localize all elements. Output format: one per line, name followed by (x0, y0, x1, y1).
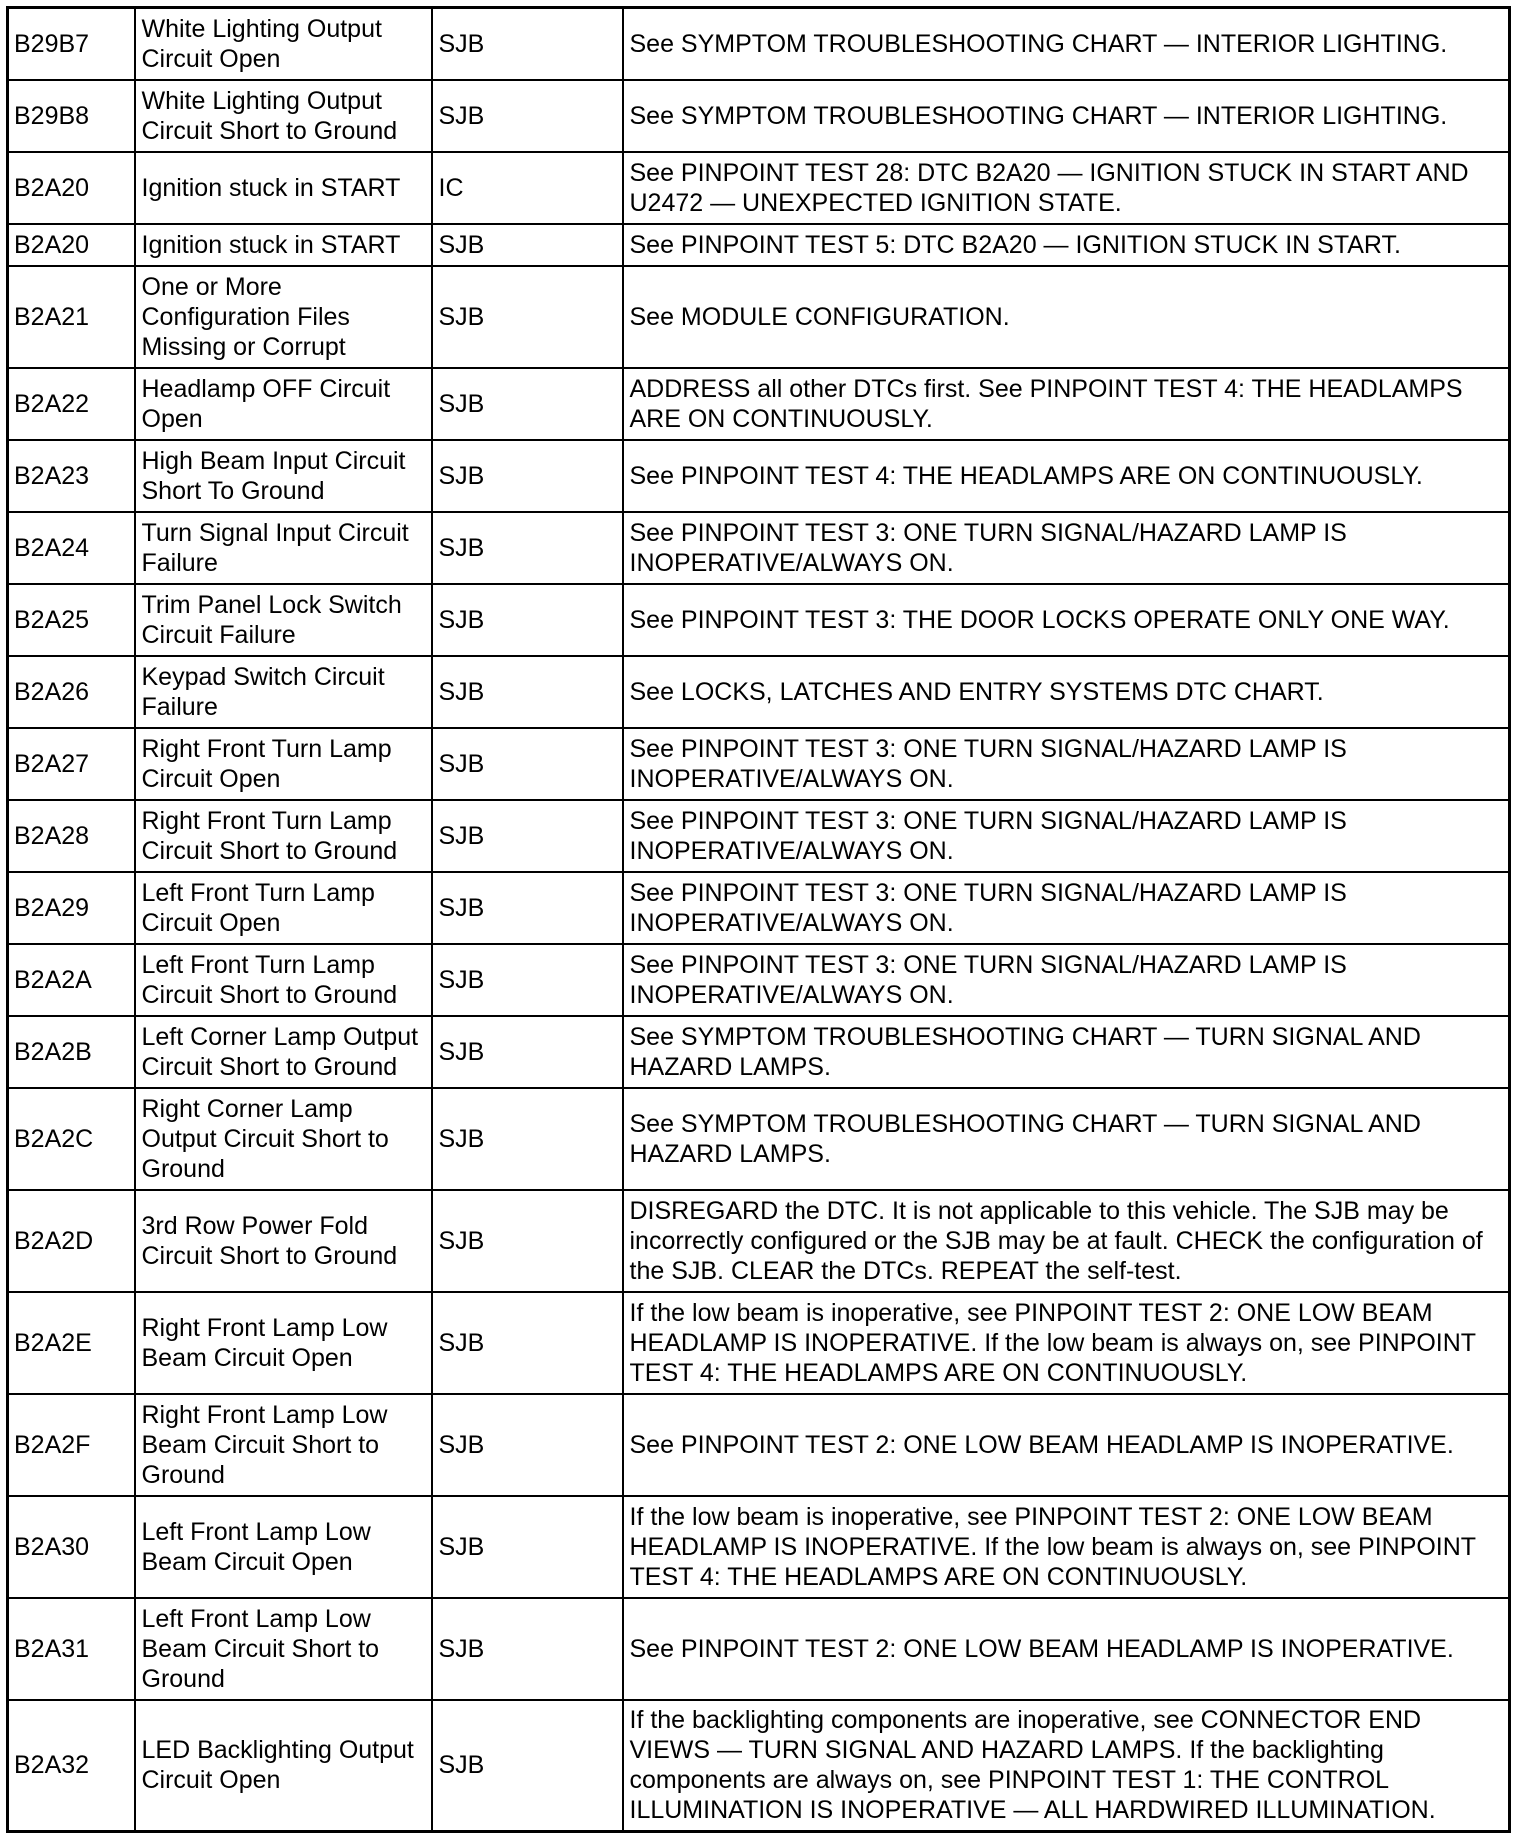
dtc-module-cell: SJB (432, 800, 623, 872)
table-row (8, 1016, 1510, 1088)
table-row (8, 1088, 1510, 1190)
dtc-code-cell: B2A24 (8, 512, 135, 584)
dtc-description-cell: Headlamp OFF Circuit Open (135, 368, 432, 440)
table-row (8, 656, 1510, 728)
dtc-code-cell: B2A22 (8, 368, 135, 440)
dtc-description-cell: Right Front Lamp Low Beam Circuit Open (135, 1292, 432, 1394)
dtc-action-cell: See SYMPTOM TROUBLESHOOTING CHART — INTERIOR LIGHTING. (623, 8, 1510, 80)
dtc-action-cell: See SYMPTOM TROUBLESHOOTING CHART — INTERIOR LIGHTING. (623, 80, 1510, 152)
dtc-module-cell: SJB (432, 368, 623, 440)
table-row (8, 368, 1510, 440)
dtc-action-cell: See PINPOINT TEST 3: ONE TURN SIGNAL/HAZARD LAMP IS INOPERATIVE/ALWAYS ON. (623, 800, 1510, 872)
dtc-code-cell: B2A20 (8, 152, 135, 224)
table-row (8, 728, 1510, 800)
dtc-action-cell: See PINPOINT TEST 3: THE DOOR LOCKS OPERATE ONLY ONE WAY. (623, 584, 1510, 656)
dtc-module-cell: SJB (432, 1496, 623, 1598)
dtc-action-cell: See PINPOINT TEST 2: ONE LOW BEAM HEADLAMP IS INOPERATIVE. (623, 1394, 1510, 1496)
dtc-module-cell: SJB (432, 266, 623, 368)
dtc-description-cell: Ignition stuck in START (135, 224, 432, 266)
dtc-module-cell: SJB (432, 224, 623, 266)
dtc-description-cell: Left Front Turn Lamp Circuit Open (135, 872, 432, 944)
dtc-description-cell: Left Front Lamp Low Beam Circuit Short to Ground (135, 1598, 432, 1700)
dtc-description-cell: Trim Panel Lock Switch Circuit Failure (135, 584, 432, 656)
dtc-code-cell: B2A2B (8, 1016, 135, 1088)
dtc-code-cell: B2A30 (8, 1496, 135, 1598)
dtc-code-cell: B2A29 (8, 872, 135, 944)
dtc-description-cell: Keypad Switch Circuit Failure (135, 656, 432, 728)
table-row (8, 1394, 1510, 1496)
dtc-module-cell: SJB (432, 944, 623, 1016)
dtc-action-cell: See PINPOINT TEST 3: ONE TURN SIGNAL/HAZARD LAMP IS INOPERATIVE/ALWAYS ON. (623, 944, 1510, 1016)
dtc-action-cell: See PINPOINT TEST 4: THE HEADLAMPS ARE ON CONTINUOUSLY. (623, 440, 1510, 512)
dtc-module-cell: SJB (432, 1190, 623, 1292)
dtc-module-cell: SJB (432, 8, 623, 80)
dtc-code-cell: B2A25 (8, 584, 135, 656)
dtc-description-cell: 3rd Row Power Fold Circuit Short to Ground (135, 1190, 432, 1292)
dtc-description-cell: Left Corner Lamp Output Circuit Short to Ground (135, 1016, 432, 1088)
dtc-description-cell: Left Front Turn Lamp Circuit Short to Ground (135, 944, 432, 1016)
dtc-action-cell: See PINPOINT TEST 28: DTC B2A20 — IGNITION STUCK IN START AND U2472 — UNEXPECTED IGNITION STATE. (623, 152, 1510, 224)
table-row (8, 224, 1510, 266)
dtc-description-cell: Left Front Lamp Low Beam Circuit Open (135, 1496, 432, 1598)
dtc-description-cell: LED Backlighting Output Circuit Open (135, 1700, 432, 1832)
dtc-module-cell: SJB (432, 1394, 623, 1496)
dtc-module-cell: SJB (432, 1292, 623, 1394)
dtc-action-cell: See LOCKS, LATCHES AND ENTRY SYSTEMS DTC CHART. (623, 656, 1510, 728)
table-row (8, 266, 1510, 368)
dtc-code-cell: B2A2C (8, 1088, 135, 1190)
dtc-action-cell: See PINPOINT TEST 3: ONE TURN SIGNAL/HAZARD LAMP IS INOPERATIVE/ALWAYS ON. (623, 512, 1510, 584)
dtc-action-cell: See PINPOINT TEST 3: ONE TURN SIGNAL/HAZARD LAMP IS INOPERATIVE/ALWAYS ON. (623, 872, 1510, 944)
dtc-action-cell: See PINPOINT TEST 2: ONE LOW BEAM HEADLAMP IS INOPERATIVE. (623, 1598, 1510, 1700)
dtc-code-cell: B2A20 (8, 224, 135, 266)
dtc-module-cell: SJB (432, 584, 623, 656)
table-row (8, 1190, 1510, 1292)
dtc-table (6, 6, 1511, 1833)
dtc-module-cell: IC (432, 152, 623, 224)
dtc-module-cell: SJB (432, 1016, 623, 1088)
dtc-action-cell: See SYMPTOM TROUBLESHOOTING CHART — TURN SIGNAL AND HAZARD LAMPS. (623, 1088, 1510, 1190)
dtc-description-cell: Right Front Turn Lamp Circuit Open (135, 728, 432, 800)
table-row (8, 800, 1510, 872)
dtc-description-cell: Right Front Lamp Low Beam Circuit Short to Ground (135, 1394, 432, 1496)
dtc-code-cell: B2A23 (8, 440, 135, 512)
table-row (8, 1700, 1510, 1832)
table-row (8, 944, 1510, 1016)
dtc-code-cell: B2A2D (8, 1190, 135, 1292)
dtc-description-cell: Right Front Turn Lamp Circuit Short to Ground (135, 800, 432, 872)
dtc-description-cell: Turn Signal Input Circuit Failure (135, 512, 432, 584)
table-row (8, 512, 1510, 584)
dtc-description-cell: White Lighting Output Circuit Short to Ground (135, 80, 432, 152)
dtc-module-cell: SJB (432, 1598, 623, 1700)
dtc-action-cell: If the backlighting components are inoperative, see CONNECTOR END VIEWS — TURN SIGNAL AND HAZARD LAMPS. If the backlighting components are always on, see PINPOINT TEST 1: THE CONTROL ILLUMINATION IS INOPERATIVE — ALL HARDWIRED ILLUMINATION. (623, 1700, 1510, 1832)
dtc-action-cell: If the low beam is inoperative, see PINPOINT TEST 2: ONE LOW BEAM HEADLAMP IS INOPERATIVE. If the low beam is always on, see PINPOINT TEST 4: THE HEADLAMPS ARE ON CONTINUOUSLY. (623, 1496, 1510, 1598)
table-row (8, 584, 1510, 656)
dtc-code-cell: B2A21 (8, 266, 135, 368)
dtc-action-cell: See MODULE CONFIGURATION. (623, 266, 1510, 368)
dtc-description-cell: Right Corner Lamp Output Circuit Short to Ground (135, 1088, 432, 1190)
dtc-module-cell: SJB (432, 728, 623, 800)
dtc-action-cell: DISREGARD the DTC. It is not applicable to this vehicle. The SJB may be incorrectly configured or the SJB may be at fault. CHECK the configuration of the SJB. CLEAR the DTCs. REPEAT the self-test. (623, 1190, 1510, 1292)
dtc-code-cell: B2A2E (8, 1292, 135, 1394)
dtc-module-cell: SJB (432, 440, 623, 512)
dtc-code-cell: B2A26 (8, 656, 135, 728)
dtc-action-cell: If the low beam is inoperative, see PINPOINT TEST 2: ONE LOW BEAM HEADLAMP IS INOPERATIVE. If the low beam is always on, see PINPOINT TEST 4: THE HEADLAMPS ARE ON CONTINUOUSLY. (623, 1292, 1510, 1394)
dtc-description-cell: Ignition stuck in START (135, 152, 432, 224)
dtc-action-cell: See SYMPTOM TROUBLESHOOTING CHART — TURN SIGNAL AND HAZARD LAMPS. (623, 1016, 1510, 1088)
dtc-code-cell: B29B7 (8, 8, 135, 80)
table-row (8, 1598, 1510, 1700)
dtc-module-cell: SJB (432, 872, 623, 944)
dtc-module-cell: SJB (432, 656, 623, 728)
dtc-table-body (8, 8, 1510, 1832)
dtc-module-cell: SJB (432, 512, 623, 584)
table-row (8, 80, 1510, 152)
dtc-action-cell: ADDRESS all other DTCs first. See PINPOINT TEST 4: THE HEADLAMPS ARE ON CONTINUOUSLY. (623, 368, 1510, 440)
dtc-code-cell: B2A31 (8, 1598, 135, 1700)
dtc-action-cell: See PINPOINT TEST 3: ONE TURN SIGNAL/HAZARD LAMP IS INOPERATIVE/ALWAYS ON. (623, 728, 1510, 800)
table-row (8, 152, 1510, 224)
dtc-code-cell: B29B8 (8, 80, 135, 152)
dtc-description-cell: One or More Configuration Files Missing or Corrupt (135, 266, 432, 368)
dtc-code-cell: B2A27 (8, 728, 135, 800)
table-row (8, 1496, 1510, 1598)
dtc-module-cell: SJB (432, 80, 623, 152)
table-row (8, 440, 1510, 512)
dtc-module-cell: SJB (432, 1700, 623, 1832)
table-row (8, 1292, 1510, 1394)
dtc-code-cell: B2A28 (8, 800, 135, 872)
dtc-code-cell: B2A2A (8, 944, 135, 1016)
dtc-code-cell: B2A32 (8, 1700, 135, 1832)
dtc-description-cell: White Lighting Output Circuit Open (135, 8, 432, 80)
table-row (8, 8, 1510, 80)
dtc-code-cell: B2A2F (8, 1394, 135, 1496)
dtc-description-cell: High Beam Input Circuit Short To Ground (135, 440, 432, 512)
table-row (8, 872, 1510, 944)
dtc-module-cell: SJB (432, 1088, 623, 1190)
dtc-action-cell: See PINPOINT TEST 5: DTC B2A20 — IGNITION STUCK IN START. (623, 224, 1510, 266)
